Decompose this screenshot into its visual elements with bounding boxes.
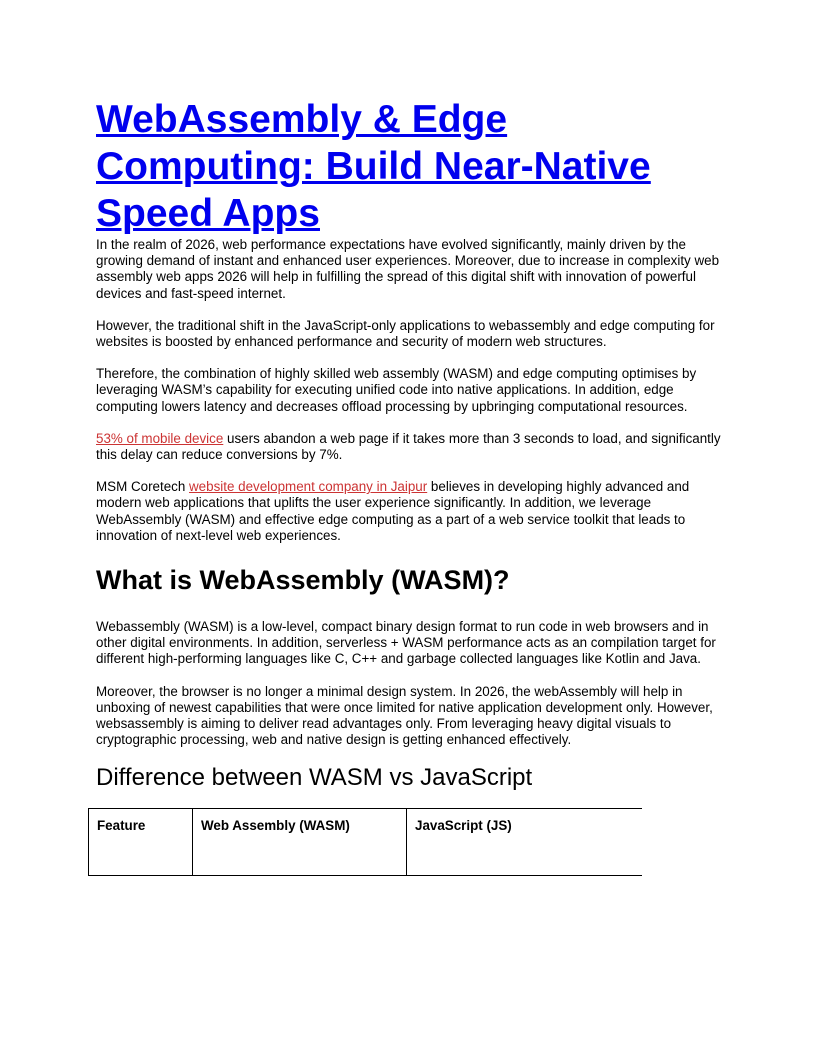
table-header-js: JavaScript (JS) — [407, 809, 643, 876]
mobile-device-stat-link[interactable]: 53% of mobile device — [96, 430, 224, 446]
section-heading-difference: Difference between WASM vs JavaScript — [96, 764, 533, 792]
title-link[interactable]: WebAssembly & Edge Computing: Build Near-Native Speed Apps — [96, 98, 651, 235]
article-title[interactable] — [96, 96, 726, 237]
wasm-browser-paragraph: Moreover, the browser is no longer a minimal design system. In 2026, the webAssembly will help in unboxing of newest capabilities that were once limited for native application development only. However, websassembly is aiming to deliver read advantages only. From leveraging heavy digital visuals to cryptographic processing, web and native design is getting enhanced effectively. — [96, 683, 713, 748]
wasm-definition-paragraph: Webassembly (WASM) is a low-level, compact binary design format to run code in web browsers and in other digital environments. In addition, serverless + WASM performance acts as an compilation target for different high-performing languages like C, C++ and garbage collected languages like Kotlin and Java. — [96, 619, 716, 667]
table-header-wasm: Web Assembly (WASM) — [193, 809, 407, 876]
msm-rest-text: believes in developing highly advanced and modern web applications that uplifts the user experience significantly. In addition, we leverage WebAssembly (WASM) and effective edge computing as a part of a web service toolkit that leads to innovation of next-level web experiences. — [96, 479, 690, 543]
document-page — [96, 96, 726, 876]
section-heading-what-is-wasm: What is WebAssembly (WASM)? — [96, 565, 510, 596]
msm-intro-text: MSM Coretech — [96, 479, 190, 495]
paragraph-mobile-stat — [96, 431, 724, 463]
comparison-table — [88, 808, 642, 876]
intro-paragraph: In the realm of 2026, web performance expectations have evolved significantly, mainly driven by the growing demand of instant and enhanced user experiences. Moreover, due to increase in complexity web assembly web apps 2026 will help in fulfilling the spread of this digital shift with innovation of powerful devices and fast-speed internet. — [96, 237, 720, 301]
mobile-stat-text: users abandon a web page if it takes more than 3 seconds to load, and significantly this delay can reduce conversions by 7%. — [96, 430, 721, 463]
paragraph-traditional-shift: However, the traditional shift in the JavaScript-only applications to webassembly and edge computing for websites is boosted by enhanced performance and security of modern web structures. — [96, 317, 715, 350]
paragraph-msm-coretech — [96, 479, 724, 544]
website-development-link[interactable]: website development company in Jaipur — [189, 479, 428, 495]
table-header-row — [89, 809, 643, 876]
table-header-feature: Feature — [89, 809, 193, 876]
paragraph-combination: Therefore, the combination of highly skilled web assembly (WASM) and edge computing optimises by leveraging WASM’s capability for executing unified code into native applications. In addition, edge computing lowers latency and decreases offload processing by upbringing computational resources. — [96, 366, 697, 414]
